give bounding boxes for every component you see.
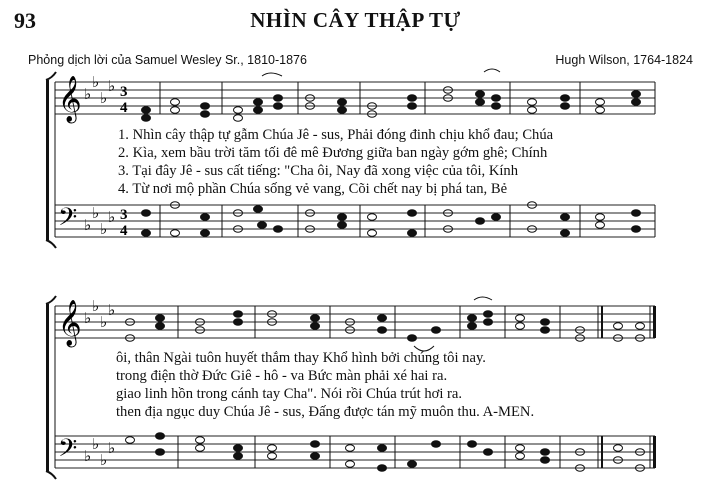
time-sig-bottom: 4 — [120, 223, 128, 239]
svg-text:♭: ♭ — [108, 439, 116, 457]
time-sig-bottom: 4 — [120, 100, 128, 116]
svg-text:♭: ♭ — [100, 451, 108, 469]
svg-text:♭: ♭ — [84, 85, 92, 103]
hymn-number: 93 — [14, 8, 36, 33]
time-sig-top: 3 — [120, 207, 128, 223]
verse-4-line-2: then địa ngục duy Chúa Jê - sus, Đấng được tán mỹ muôn thu. A-MEN. — [116, 404, 535, 420]
svg-text:♭: ♭ — [100, 313, 108, 331]
svg-text:♭: ♭ — [92, 204, 100, 222]
svg-text:♭: ♭ — [100, 220, 108, 238]
treble-clef-icon: 𝄞 — [58, 76, 82, 122]
svg-text:♭: ♭ — [92, 435, 100, 453]
svg-text:♭: ♭ — [108, 301, 116, 319]
verse-2-line-2: trong điện thờ Đức Giê - hô - va Bức màn phải xé hai ra. — [116, 368, 448, 384]
system-1-treble-notes — [142, 69, 641, 121]
verse-3-line-2: giao linh hồn trong cánh tay Cha". Nói rồi Chúa trút hơi ra. — [116, 386, 463, 402]
time-sig-top: 3 — [120, 84, 128, 100]
system-2-bass-staff — [55, 436, 655, 468]
verse-3-line-1: 3. Tại đây Jê - sus cất tiếng: "Cha ôi, Nay đã xong việc của tôi, Kính — [118, 163, 519, 179]
system-2-treble-notes — [126, 297, 645, 351]
svg-text:♭: ♭ — [84, 447, 92, 465]
bass-clef-icon: 𝄢 — [58, 434, 78, 469]
key-signature-flats-treble — [84, 73, 115, 107]
bass-clef-icon: 𝄢 — [58, 203, 78, 238]
svg-text:♭: ♭ — [108, 208, 116, 226]
time-signature-treble — [120, 84, 128, 116]
verse-1-line-2: ôi, thân Ngài tuôn huyết thắm thay Khổ hình bởi chúng tôi nay. — [116, 350, 486, 366]
final-barline — [653, 436, 656, 468]
key-signature-flats-bass — [84, 204, 115, 238]
svg-text:♭: ♭ — [92, 297, 100, 315]
double-barline — [601, 436, 603, 468]
svg-text:♭: ♭ — [108, 77, 116, 95]
system-1-bass-notes — [142, 202, 641, 237]
music-credit: Hugh Wilson, 1764-1824 — [555, 53, 693, 67]
verse-2-line-1: 2. Kìa, xem bầu trời tăm tối đê mê Đương giữa ban ngày gớm ghê; Chính — [118, 145, 548, 161]
hymn-title: NHÌN CÂY THẬP TỰ — [250, 8, 461, 32]
svg-text:♭: ♭ — [100, 89, 108, 107]
time-signature-bass — [120, 207, 128, 239]
key-signature-flats-bass — [84, 435, 115, 469]
svg-text:♭: ♭ — [84, 216, 92, 234]
text-credit: Phỏng dịch lời của Samuel Wesley Sr., 1810-1876 — [28, 53, 307, 67]
key-signature-flats-treble — [84, 297, 115, 331]
system-2-bracket — [46, 296, 56, 479]
verse-1-line-1: 1. Nhìn cây thập tự gẫm Chúa Jê - sus, Phải đóng đinh chịu khổ đau; Chúa — [118, 127, 554, 143]
verse-4-line-1: 4. Từ nơi mộ phần Chúa sống vẻ vang, Cõi chết nay bị phá tan, Bẻ — [118, 181, 508, 197]
final-barline — [653, 306, 656, 338]
system-1-bracket — [46, 72, 56, 248]
svg-text:♭: ♭ — [84, 309, 92, 327]
treble-clef-icon: 𝄞 — [58, 300, 82, 346]
double-barline — [601, 306, 603, 338]
svg-text:♭: ♭ — [92, 73, 100, 91]
